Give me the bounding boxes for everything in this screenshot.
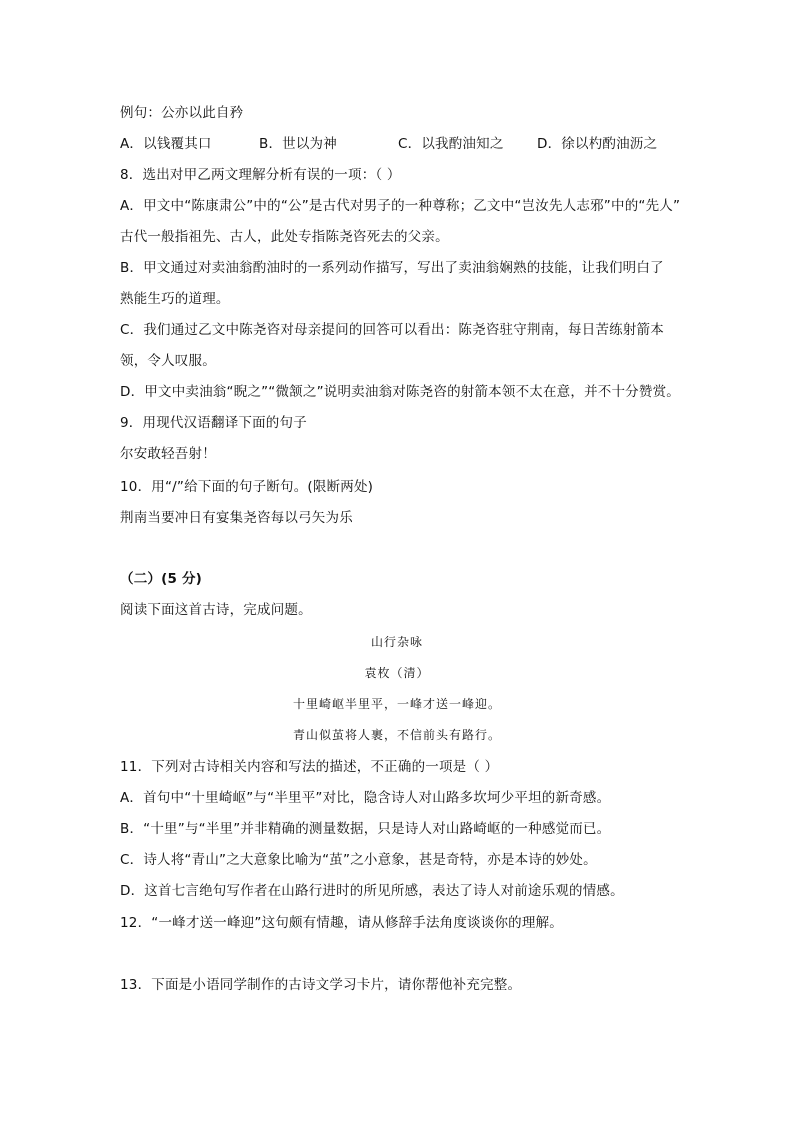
q8-option-b-line2: 熟能生巧的道理。	[120, 291, 230, 307]
q10-stem: 10．用“/”给下面的句子断句。(限断两处)	[120, 479, 374, 495]
q8-option-c-line2: 领，令人叹服。	[120, 353, 216, 369]
q8-option-c-line1: C．我们通过乙文中陈尧咨对母亲提问的回答可以看出：陈尧咨驻守荆南，每日苦练射箭本	[120, 322, 664, 338]
poem-line-1: 十里崎岖半里平，一峰才送一峰迎。	[292, 697, 501, 711]
q9-stem: 9．用现代汉语翻译下面的句子	[120, 415, 307, 431]
q11-option-b: B．“十里”与“半里”并非精确的测量数据，只是诗人对山路崎岖的一种感觉而已。	[120, 821, 611, 837]
q13-stem: 13．下面是小语同学制作的古诗文学习卡片，请你帮他补充完整。	[120, 977, 522, 993]
q7-option-b: B．世以为神	[259, 136, 337, 152]
q9-sentence: 尔安敢轻吾射！	[120, 446, 216, 462]
poem-line-2: 青山似茧将人裹，不信前头有路行。	[292, 728, 501, 742]
q11-option-c: C．诗人将“青山”之大意象比喻为“茧”之小意象，甚是奇特，亦是本诗的妙处。	[120, 852, 597, 868]
q11-option-d: D．这首七言绝句写作者在山路行进时的所见所感，表达了诗人对前途乐观的情感。	[120, 883, 624, 899]
q7-example: 例句：公亦以此自矜	[120, 105, 244, 121]
q7-options	[120, 135, 657, 153]
q12-stem: 12．“一峰才送一峰迎”这句颇有情趣，请从修辞手法角度谈谈你的理解。	[120, 915, 563, 931]
q8-option-b-line1: B．甲文通过对卖油翁酌油时的一系列动作描写，写出了卖油翁娴熟的技能，让我们明白了	[120, 260, 664, 276]
poem-title: 山行杂咏	[370, 635, 423, 649]
section-2-heading: （二）(5 分)	[120, 571, 203, 587]
q8-option-d: D．甲文中卖油翁“睨之”“微颔之”说明卖油翁对陈尧咨的射箭本领不太在意，并不十分赞赏。	[120, 384, 680, 400]
q11-option-a: A．首句中“十里崎岖”与“半里平”对比，隐含诗人对山路多坎坷少平坦的新奇感。	[120, 790, 611, 806]
poem-author: 袁枚（清）	[364, 666, 430, 680]
section-2-intro: 阅读下面这首古诗，完成问题。	[120, 602, 312, 618]
q7-option-a: A．以钱覆其口	[120, 136, 212, 152]
q11-stem: 11．下列对古诗相关内容和写法的描述，不正确的一项是（ ）	[120, 759, 499, 775]
q10-sentence: 荆南当要冲日有宴集尧咨每以弓矢为乐	[120, 510, 353, 526]
q7-option-c: C．以我酌油知之	[398, 136, 504, 152]
q8-option-a-line1: A．甲文中“陈康肃公”中的“公”是古代对男子的一种尊称；乙文中“岂汝先人志邪”中的“先人”	[120, 198, 681, 214]
q8-stem: 8．选出对甲乙两文理解分析有误的一项：（ ）	[120, 167, 401, 183]
q7-option-d: D．徐以杓酌油沥之	[537, 136, 658, 152]
q8-option-a-line2: 古代一般指祖先、古人，此处专指陈尧咨死去的父亲。	[120, 229, 449, 245]
